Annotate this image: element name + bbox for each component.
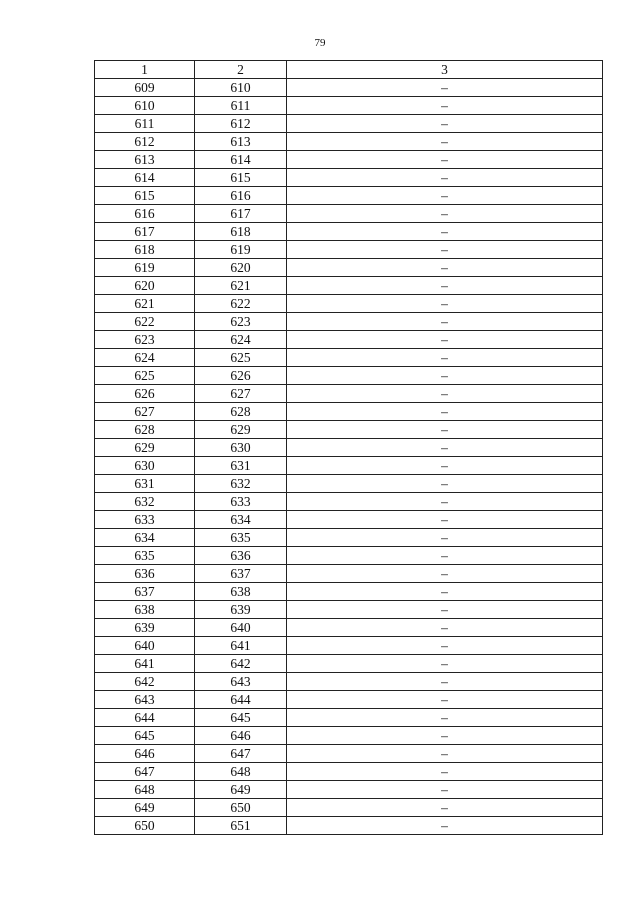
table-cell-col-3: – xyxy=(287,547,603,565)
table-cell-col-2: 627 xyxy=(195,385,287,403)
table-cell-col-1: 614 xyxy=(95,169,195,187)
table-cell-col-2: 647 xyxy=(195,745,287,763)
table-cell-col-1: 623 xyxy=(95,331,195,349)
table-cell-col-2: 619 xyxy=(195,241,287,259)
table-row xyxy=(95,295,603,313)
table-cell-col-2: 612 xyxy=(195,115,287,133)
table-cell-col-2: 614 xyxy=(195,151,287,169)
table-row xyxy=(95,745,603,763)
table-cell-col-2: 641 xyxy=(195,637,287,655)
table-cell-col-1: 632 xyxy=(95,493,195,511)
table-cell-col-3: – xyxy=(287,259,603,277)
table-row xyxy=(95,331,603,349)
table-row xyxy=(95,313,603,331)
table-cell-col-2: 637 xyxy=(195,565,287,583)
table-row xyxy=(95,421,603,439)
table-cell-col-1: 619 xyxy=(95,259,195,277)
table-cell-col-3: – xyxy=(287,511,603,529)
table-row xyxy=(95,673,603,691)
table-cell-col-1: 617 xyxy=(95,223,195,241)
table-cell-col-3: – xyxy=(287,367,603,385)
table-row xyxy=(95,403,603,421)
table-row xyxy=(95,727,603,745)
table-cell-col-3: – xyxy=(287,673,603,691)
table-row xyxy=(95,781,603,799)
table-row xyxy=(95,241,603,259)
table-row xyxy=(95,367,603,385)
table-row xyxy=(95,619,603,637)
table-cell-col-1: 626 xyxy=(95,385,195,403)
table-cell-col-3: – xyxy=(287,493,603,511)
table-cell-col-2: 638 xyxy=(195,583,287,601)
table-cell-col-3: – xyxy=(287,385,603,403)
table-row xyxy=(95,817,603,835)
table-cell-col-2: 640 xyxy=(195,619,287,637)
table-row xyxy=(95,583,603,601)
table-row xyxy=(95,547,603,565)
table-cell-col-3: – xyxy=(287,799,603,817)
table-cell-col-1: 613 xyxy=(95,151,195,169)
table-cell-col-2: 650 xyxy=(195,799,287,817)
table-cell-col-2: 624 xyxy=(195,331,287,349)
table-cell-col-2: 626 xyxy=(195,367,287,385)
table-row xyxy=(95,79,603,97)
table-cell-col-1: 616 xyxy=(95,205,195,223)
table-cell-col-3: – xyxy=(287,619,603,637)
table-cell-col-2: 633 xyxy=(195,493,287,511)
table-cell-col-1: 650 xyxy=(95,817,195,835)
table-cell-col-1: 635 xyxy=(95,547,195,565)
table-cell-col-1: 634 xyxy=(95,529,195,547)
table-cell-col-1: 631 xyxy=(95,475,195,493)
table-cell-col-1: 621 xyxy=(95,295,195,313)
table-cell-col-1: 642 xyxy=(95,673,195,691)
table-cell-col-3: – xyxy=(287,97,603,115)
table-row xyxy=(95,601,603,619)
table-row xyxy=(95,457,603,475)
page-number: 79 xyxy=(314,37,326,49)
table-cell-col-3: – xyxy=(287,331,603,349)
table-cell-col-2: 632 xyxy=(195,475,287,493)
table-cell-col-3: – xyxy=(287,313,603,331)
table-row xyxy=(95,277,603,295)
table-cell-col-2: 620 xyxy=(195,259,287,277)
table-cell-col-2: 615 xyxy=(195,169,287,187)
table-row xyxy=(95,637,603,655)
table-row xyxy=(95,511,603,529)
table-cell-col-3: – xyxy=(287,439,603,457)
table-cell-col-1: 624 xyxy=(95,349,195,367)
table-cell-col-1: 647 xyxy=(95,763,195,781)
table-row xyxy=(95,763,603,781)
table-cell-col-3: – xyxy=(287,529,603,547)
table-cell-col-3: – xyxy=(287,421,603,439)
table-row xyxy=(95,259,603,277)
table-cell-col-1: 625 xyxy=(95,367,195,385)
table-body xyxy=(95,79,603,835)
table-cell-col-1: 628 xyxy=(95,421,195,439)
table-cell-col-3: – xyxy=(287,763,603,781)
table-cell-col-3: – xyxy=(287,817,603,835)
table-cell-col-1: 640 xyxy=(95,637,195,655)
table-cell-col-2: 618 xyxy=(195,223,287,241)
column-header-2: 2 xyxy=(195,61,287,79)
table-cell-col-3: – xyxy=(287,475,603,493)
table-cell-col-3: – xyxy=(287,205,603,223)
table-cell-col-3: – xyxy=(287,637,603,655)
table-cell-col-1: 615 xyxy=(95,187,195,205)
table-cell-col-1: 641 xyxy=(95,655,195,673)
table-cell-col-3: – xyxy=(287,295,603,313)
table-cell-col-1: 627 xyxy=(95,403,195,421)
table-cell-col-1: 630 xyxy=(95,457,195,475)
table-cell-col-2: 649 xyxy=(195,781,287,799)
table-cell-col-1: 646 xyxy=(95,745,195,763)
table-cell-col-3: – xyxy=(287,601,603,619)
table-cell-col-3: – xyxy=(287,781,603,799)
table-cell-col-1: 644 xyxy=(95,709,195,727)
table-cell-col-1: 622 xyxy=(95,313,195,331)
table-cell-col-1: 612 xyxy=(95,133,195,151)
table-cell-col-1: 629 xyxy=(95,439,195,457)
table-row xyxy=(95,655,603,673)
table-row xyxy=(95,439,603,457)
table-cell-col-3: – xyxy=(287,655,603,673)
table-cell-col-2: 651 xyxy=(195,817,287,835)
table-cell-col-2: 636 xyxy=(195,547,287,565)
table-cell-col-3: – xyxy=(287,187,603,205)
table-row xyxy=(95,385,603,403)
table-cell-col-2: 629 xyxy=(195,421,287,439)
table-header xyxy=(95,61,603,79)
table-cell-col-3: – xyxy=(287,115,603,133)
table-cell-col-3: – xyxy=(287,457,603,475)
table-cell-col-1: 610 xyxy=(95,97,195,115)
column-header-1: 1 xyxy=(95,61,195,79)
table-row xyxy=(95,205,603,223)
table-row xyxy=(95,799,603,817)
table-cell-col-3: – xyxy=(287,583,603,601)
table-row xyxy=(95,349,603,367)
table-cell-col-2: 621 xyxy=(195,277,287,295)
table-row xyxy=(95,475,603,493)
table-cell-col-1: 636 xyxy=(95,565,195,583)
table-cell-col-2: 644 xyxy=(195,691,287,709)
table-cell-col-1: 638 xyxy=(95,601,195,619)
table-cell-col-3: – xyxy=(287,133,603,151)
table-cell-col-1: 620 xyxy=(95,277,195,295)
table-cell-col-1: 639 xyxy=(95,619,195,637)
table-cell-col-2: 622 xyxy=(195,295,287,313)
table-cell-col-1: 645 xyxy=(95,727,195,745)
table-cell-col-1: 609 xyxy=(95,79,195,97)
table-row xyxy=(95,565,603,583)
table-row xyxy=(95,115,603,133)
table-cell-col-1: 637 xyxy=(95,583,195,601)
table-cell-col-2: 613 xyxy=(195,133,287,151)
data-table xyxy=(94,60,603,835)
table-cell-col-2: 631 xyxy=(195,457,287,475)
table-cell-col-2: 625 xyxy=(195,349,287,367)
table-cell-col-3: – xyxy=(287,277,603,295)
table-cell-col-3: – xyxy=(287,403,603,421)
table-row xyxy=(95,223,603,241)
column-header-3: 3 xyxy=(287,61,603,79)
table-row xyxy=(95,187,603,205)
table-cell-col-2: 639 xyxy=(195,601,287,619)
table-cell-col-2: 648 xyxy=(195,763,287,781)
table-cell-col-3: – xyxy=(287,169,603,187)
table-cell-col-1: 618 xyxy=(95,241,195,259)
table-cell-col-2: 643 xyxy=(195,673,287,691)
table-cell-col-1: 648 xyxy=(95,781,195,799)
table-cell-col-2: 645 xyxy=(195,709,287,727)
table-cell-col-3: – xyxy=(287,241,603,259)
table-header-row xyxy=(95,61,603,79)
table-cell-col-3: – xyxy=(287,79,603,97)
table-cell-col-2: 617 xyxy=(195,205,287,223)
table-cell-col-1: 649 xyxy=(95,799,195,817)
table-row xyxy=(95,97,603,115)
table-row xyxy=(95,151,603,169)
table-cell-col-2: 611 xyxy=(195,97,287,115)
table-cell-col-1: 611 xyxy=(95,115,195,133)
table-cell-col-3: – xyxy=(287,151,603,169)
table-cell-col-2: 616 xyxy=(195,187,287,205)
table-cell-col-2: 635 xyxy=(195,529,287,547)
table-cell-col-3: – xyxy=(287,565,603,583)
table-row xyxy=(95,169,603,187)
table-cell-col-2: 628 xyxy=(195,403,287,421)
table-cell-col-2: 646 xyxy=(195,727,287,745)
table-row xyxy=(95,493,603,511)
table-cell-col-1: 643 xyxy=(95,691,195,709)
table-cell-col-3: – xyxy=(287,349,603,367)
table-cell-col-3: – xyxy=(287,223,603,241)
table-row xyxy=(95,133,603,151)
table-cell-col-2: 630 xyxy=(195,439,287,457)
table-cell-col-3: – xyxy=(287,709,603,727)
table-cell-col-2: 623 xyxy=(195,313,287,331)
table-cell-col-1: 633 xyxy=(95,511,195,529)
table-cell-col-3: – xyxy=(287,745,603,763)
table-cell-col-3: – xyxy=(287,727,603,745)
table-cell-col-2: 642 xyxy=(195,655,287,673)
table-cell-col-2: 634 xyxy=(195,511,287,529)
table-cell-col-3: – xyxy=(287,691,603,709)
table-row xyxy=(95,529,603,547)
table-cell-col-2: 610 xyxy=(195,79,287,97)
table-row xyxy=(95,691,603,709)
table-row xyxy=(95,709,603,727)
